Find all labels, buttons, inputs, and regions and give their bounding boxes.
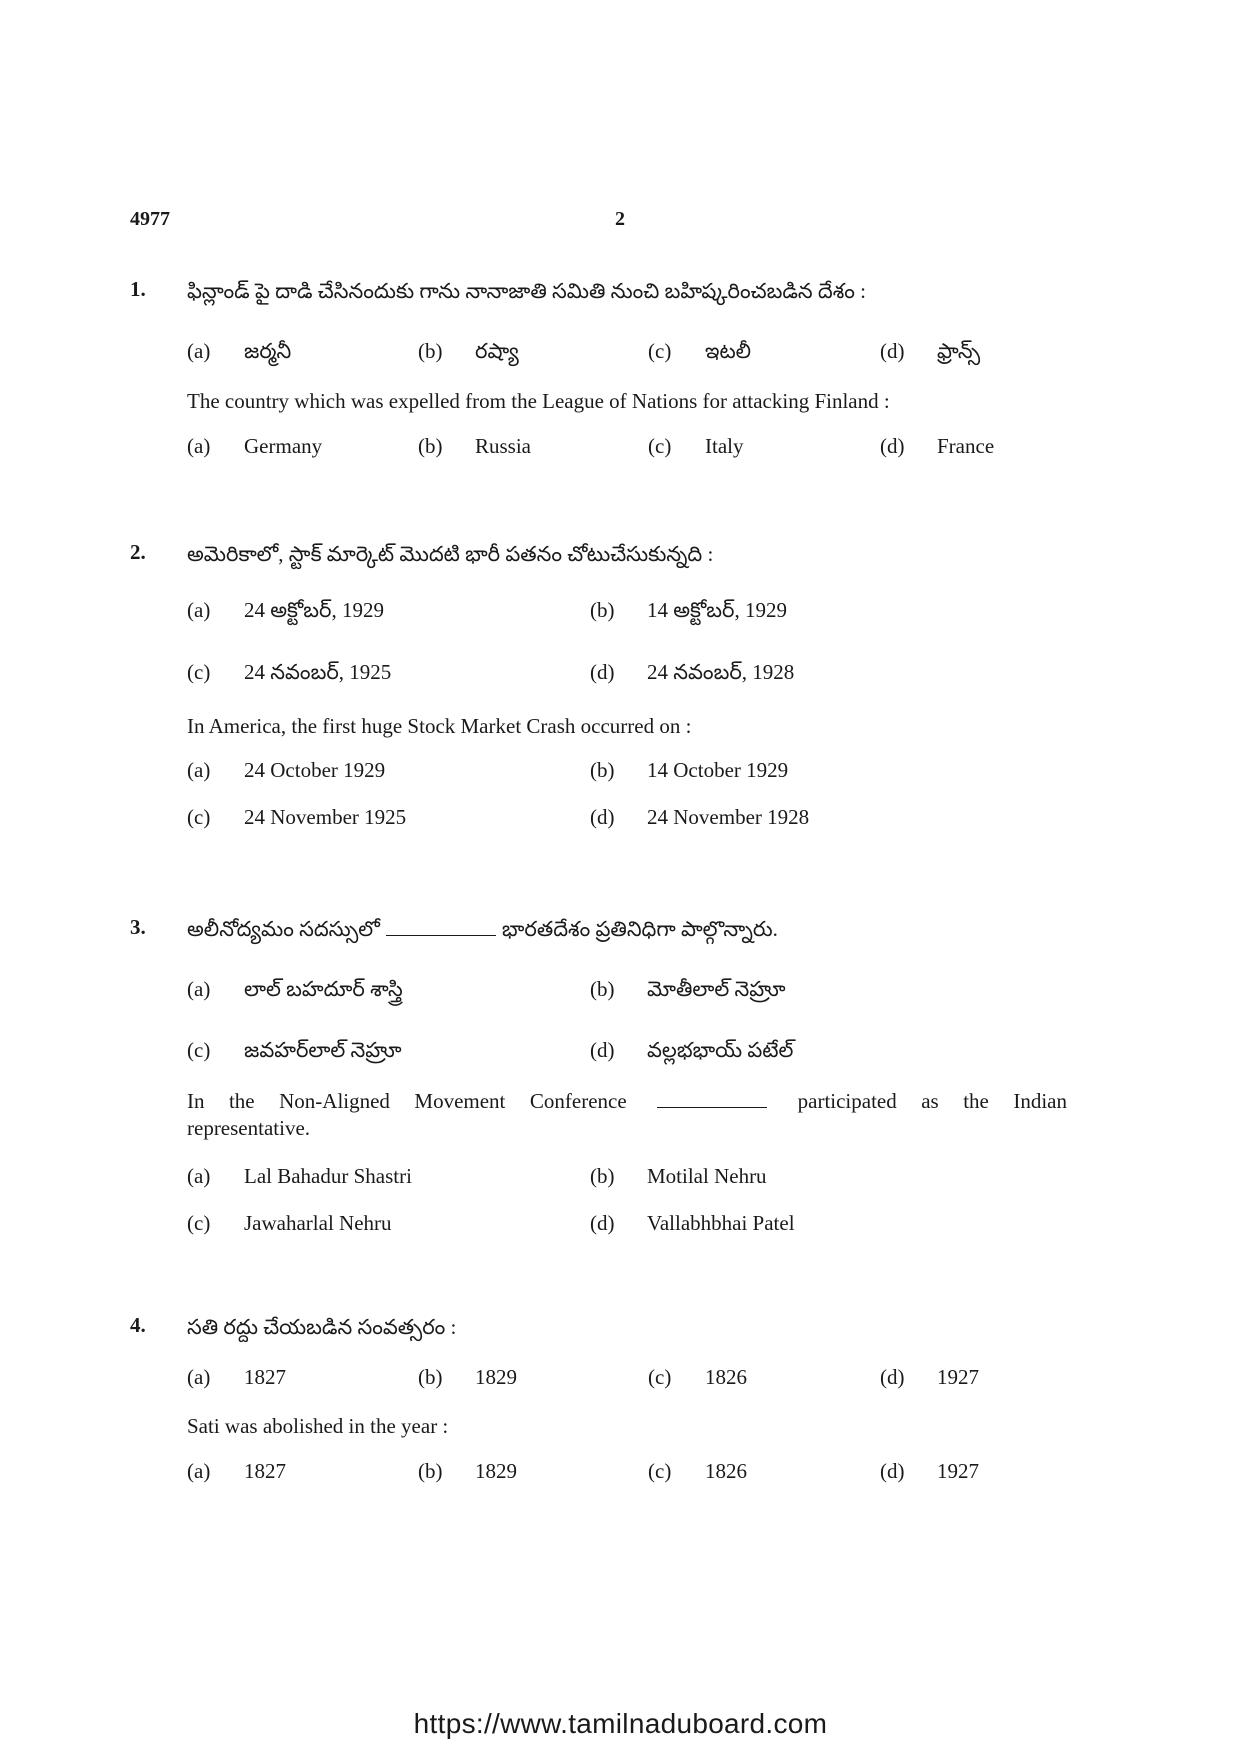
paper-code: 4977 [130,208,170,230]
english-stem-line-2: representative. [187,1116,311,1140]
english-stem: Sati was abolished in the year : [187,1414,449,1438]
question-number: 3. [130,915,146,939]
question-number: 4. [130,1313,146,1337]
question-2: 2. అమెరికాలో, స్టాక్ మార్కెట్ మొదటి భారీ పతనం చోటుచేసుకున్నది : (a) 24 అక్టోబర్, 1929 (b) 14 అక్టోబర్, 1929 (c) 24 నవంబర్, 1925 (d) 24 నవంబర్, 1928 In America, the first huge Stock Market Crash occurred on : (a) 24 October 1929 (b) 14 October 1929 (c) 24 November 1925 (d) 24 November 1928 [130,540,1070,840]
question-1: 1. ఫిన్లాండ్ పై దాడి చేసినందుకు గాను నానాజాతి సమితి నుంచి బహిష్కరించబడిన దేశం : (a) జర్మనీ (b) రష్యా (c) ఇటలీ (d) ఫ్రాన్స్ The country which was expelled from the League of Nations for attacking Finland : (a) Germany (b) Russia (c) Italy (d) France [130,277,1070,467]
answer-blank [657,1089,767,1108]
question-number: 1. [130,277,146,301]
english-stem: In America, the first huge Stock Market Crash occurred on : [187,714,692,738]
english-stem: The country which was expelled from the League of Nations for attacking Finland : [187,389,890,413]
page-header [130,208,1111,238]
telugu-stem: అలీనోద్యమం సదస్సులో భారతదేశం ప్రతినిధిగా పాల్గొన్నారు. [187,917,778,941]
page-number: 2 [615,208,625,230]
telugu-stem: అమెరికాలో, స్టాక్ మార్కెట్ మొదటి భారీ పతనం చోటుచేసుకున్నది : [187,542,714,566]
footer-url: https://www.tamilnaduboard.com [413,1708,828,1739]
telugu-stem: సతి రద్దు చేయబడిన సంవత్సరం : [187,1315,457,1339]
question-4: 4. సతి రద్దు చేయబడిన సంవత్సరం : (a) 1827 (b) 1829 (c) 1826 (d) 1927 Sati was abolished in the year : (a) 1827 (b) 1829 (c) 1826 (d) 1927 [130,1313,1070,1493]
english-stem-line-1: In the Non-Aligned Movement Conference participated as the Indian [187,1089,1067,1113]
telugu-stem: ఫిన్లాండ్ పై దాడి చేసినందుకు గాను నానాజాతి సమితి నుంచి బహిష్కరించబడిన దేశం : [187,279,867,303]
question-3: 3. అలీనోద్యమం సదస్సులో భారతదేశం ప్రతినిధిగా పాల్గొన్నారు. (a) లాల్ బహదూర్ శాస్త్రి (b) మోతీలాల్ నెహ్రూ (c) జవహర్‌లాల్ నెహ్రూ (d) వల్లభభాయ్ పటేల్ In the Non-Aligned Movement Conference participated as the Indian representative. (a) Lal Bahadur Shastri (b) Motilal Nehru (c) Jawaharlal Nehru (d) Vallabhbhai Patel [130,915,1067,1235]
answer-blank [386,917,496,936]
question-number: 2. [130,540,146,564]
